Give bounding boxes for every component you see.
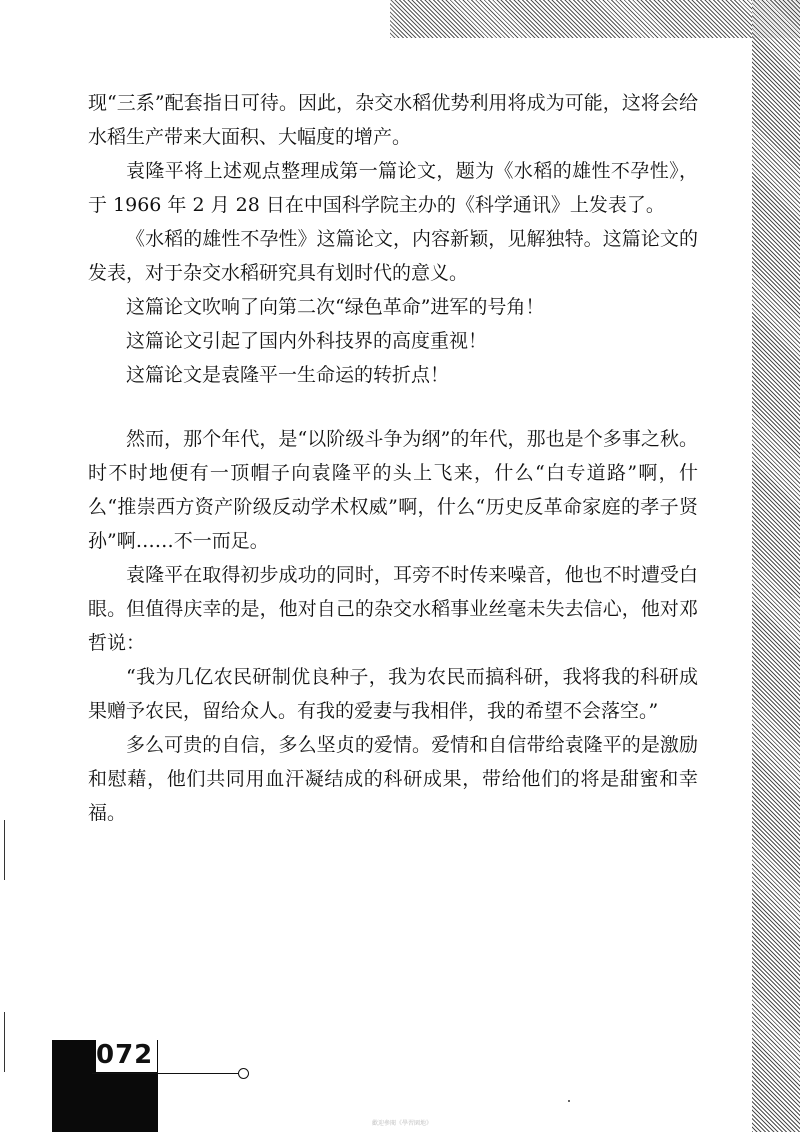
paragraph: 这篇论文引起了国内外科技界的高度重视！ [126,330,488,352]
scan-edge-right [752,0,800,1132]
section-gap [88,392,698,422]
paragraph: 《水稻的雄性不孕性》这篇论文，内容新颖，见解独特。这篇论文的发表，对于杂交水稻研究具有划时代的意义。 [88,228,698,284]
paragraph: 现“三系”配套指日可待。因此，杂交水稻优势利用将成为可能，这将会给水稻生产带来大面积、大幅度的增产。 [88,92,698,148]
paragraph: 多么可贵的自信，多么坚贞的爱情。爱情和自信带给袁隆平的是激励和慰藉，他们共同用血汗凝结成的科研成果，带给他们的将是甜蜜和幸福。 [88,734,698,824]
scan-dot [568,1100,570,1102]
circle-icon [238,1068,249,1079]
scan-edge-top [390,0,800,38]
paragraph: 这篇论文是袁隆平一生命运的转折点！ [126,364,450,386]
body-text [88,86,698,830]
page-number-rule [92,1073,238,1074]
page-number: 072 [96,1038,157,1072]
paragraph: 然而，那个年代，是“以阶级斗争为纲”的年代，那也是个多事之秋。时不时地便有一顶帽子向袁隆平的头上飞来，什么“白专道路”啊，什么“推崇西方资产阶级反动学术权威”啊，什么“历史反革命家庭的孝子贤孙”啊……不一而足。 [88,428,698,552]
paragraph: 袁隆平在取得初步成功的同时，耳旁不时传来噪音，他也不时遭受白眼。但值得庆幸的是，他对自己的杂交水稻事业丝毫未失去信心，他对邓哲说： [88,564,698,654]
paragraph: 袁隆平将上述观点整理成第一篇论文，题为《水稻的雄性不孕性》，于 1966 年 2 月 28 日在中国科学院主办的《科学通讯》上发表了。 [88,160,698,216]
scan-margin-line [4,1012,5,1072]
paragraph: “我为几亿农民研制优良种子，我为农民而搞科研，我将我的科研成果赠予农民，留给众人。有我的爱妻与我相伴，我的希望不会落空。” [88,666,698,722]
paragraph: 这篇论文吹响了向第二次“绿色革命”进军的号角！ [126,296,545,318]
scan-edge-fade [340,0,400,38]
footer-note: 歡迎參閱《學習園地》 [372,1120,433,1127]
scan-margin-line [4,820,5,880]
